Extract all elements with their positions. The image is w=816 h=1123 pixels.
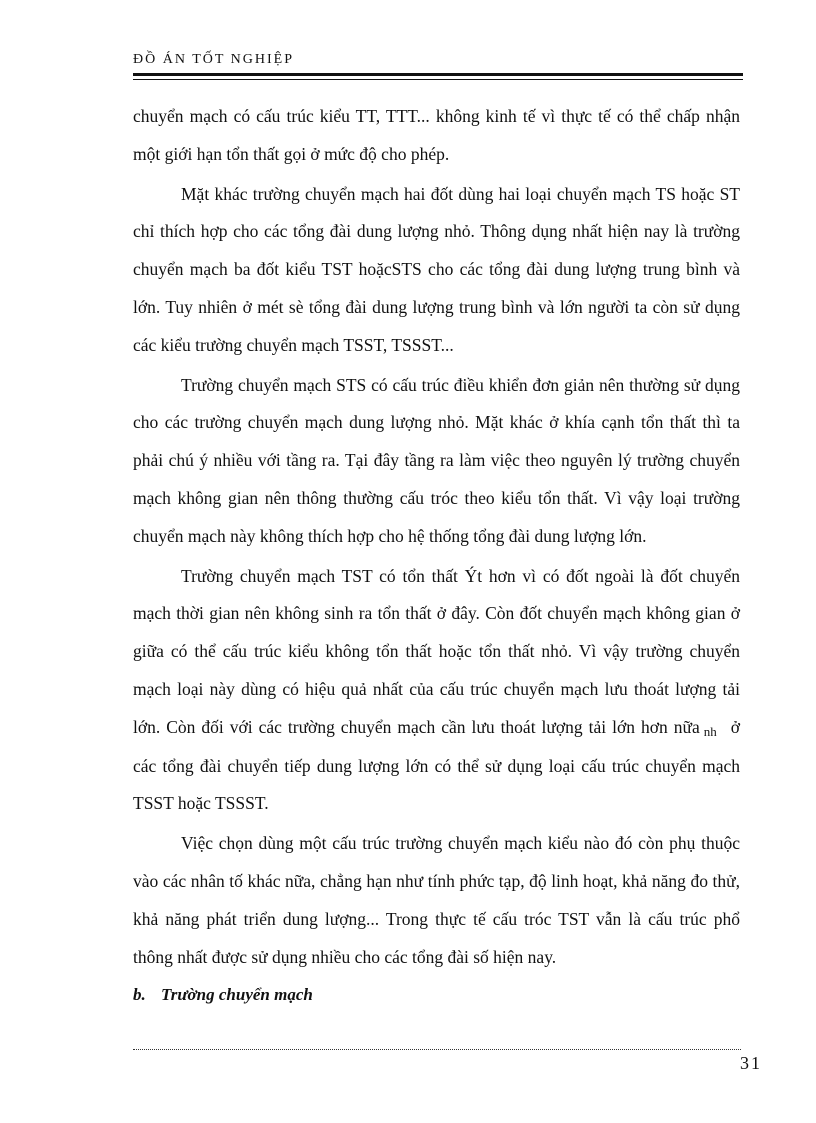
paragraph-4-text-after: ở các tổng đài chuyển tiếp dung lượng lớn có thể sử dụng loại cấu trúc chuyển mạch TSST hoặc TSSST. <box>133 716 740 814</box>
paragraph-4-inline-fragment: nh <box>703 723 717 739</box>
document-body <box>133 98 740 1010</box>
paragraph-3: Trường chuyển mạch STS có cấu trúc điều khiển đơn giản nên thường sử dụng cho các trường chuyển mạch dung lượng nhỏ. Mặt khác ở khía cạnh tổn thất thì ta phải chú ý nhiều với tầng ra. Tại đây tầng ra làm việc theo nguyên lý trường chuyển mạch không gian nên thông thường cấu tróc theo kiểu tổn thất. Vì vậy loại trường chuyển mạch này không thích hợp cho hệ thống tổng đài dung lượng lớn. <box>133 374 740 546</box>
section-heading-label: b. <box>133 985 146 1005</box>
page-header-title: ĐỒ ÁN TỐT NGHIỆP <box>133 52 294 67</box>
header-rule-thick <box>133 73 743 76</box>
paragraph-1: chuyển mạch có cấu trúc kiểu TT, TTT... không kinh tế vì thực tế có thể chấp nhận một giới hạn tổn thất gọi ở mức độ cho phép. <box>133 106 740 164</box>
section-heading <box>133 980 740 1010</box>
paragraph-4 <box>133 558 740 824</box>
paragraph-2: Mặt khác trường chuyển mạch hai đốt dùng hai loại chuyển mạch TS hoặc ST chỉ thích hợp cho các tổng đài dung lượng nhỏ. Thông dụng nhất hiện nay là trường chuyển mạch ba đốt kiểu TST hoặcSTS cho các tổng đài dung lượng trung bình và lớn. Tuy nhiên ở mét sè tổng đài dung lượng trung bình và lớn người ta còn sử dụng các kiểu trường chuyển mạch TSST, TSSST... <box>133 183 740 355</box>
section-heading-title: Trường chuyển mạch <box>161 985 313 1005</box>
paragraph-5: Việc chọn dùng một cấu trúc trường chuyển mạch kiểu nào đó còn phụ thuộc vào các nhân tố khác nữa, chẳng hạn như tính phức tạp, độ linh hoạt, khả năng đo thử, khả năng phát triển dung lượng... Trong thực tế cấu tróc TST vẫn là cấu trúc phổ thông nhất được sử dụng nhiều cho các tổng đài số hiện nay. <box>133 833 740 967</box>
header-rule-thin <box>133 79 743 80</box>
footer-rule <box>133 1049 741 1050</box>
paragraph-4-text: Trường chuyển mạch TST có tổn thất Ýt hơn vì có đốt ngoài là đốt chuyển mạch thời gian nên không sinh ra tổn thất ở đây. Còn đốt chuyển mạch không gian ở giữa có thể cấu trúc kiểu không tổn thất hoặc tổn thất nhỏ. Vì vậy trường chuyển mạch loại này dùng có hiệu quả nhất của cấu trúc chuyển mạch lưu thoát lượng tải lớn. Còn đối với các trường chuyển mạch cần lưu thoát lượng tải lớn hơn nữa <box>133 565 740 737</box>
page-number: 31 <box>740 1053 762 1073</box>
